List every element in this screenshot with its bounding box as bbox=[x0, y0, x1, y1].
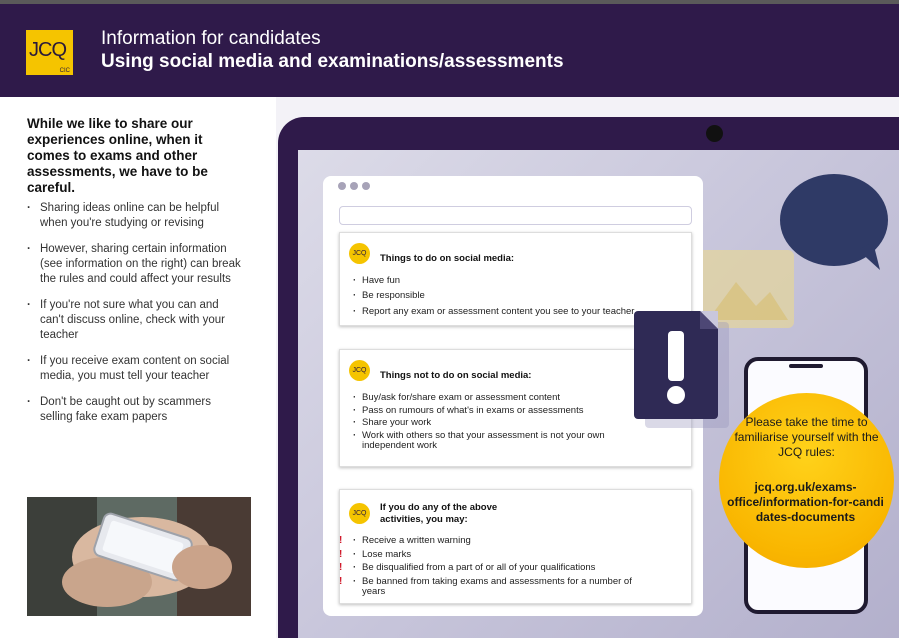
list-item: · Have fun bbox=[353, 276, 653, 287]
browser-dot bbox=[338, 182, 346, 190]
list-item: · Work with others so that your assessment is not your own independent work bbox=[353, 431, 623, 452]
jcq-badge-icon: JCQ bbox=[349, 360, 370, 381]
phone-photo bbox=[27, 497, 251, 616]
list-item: · If you're not sure what you can and can't discuss online, check with your teacher bbox=[27, 298, 242, 343]
header-subtitle: Information for candidates bbox=[101, 28, 321, 49]
browser-dot bbox=[362, 182, 370, 190]
list-item: · Report any exam or assessment content you see to your teacher bbox=[353, 307, 653, 318]
left-column bbox=[0, 97, 276, 638]
browser-dot bbox=[350, 182, 358, 190]
exclamation-icon bbox=[634, 311, 718, 419]
card-title: If you do any of the above activities, you may: bbox=[380, 502, 498, 525]
list-item: · Don't be caught out by scammers selling fake exam papers bbox=[27, 395, 242, 425]
photo-illustration bbox=[27, 497, 251, 616]
jcq-badge-icon: JCQ bbox=[349, 243, 370, 264]
jcq-rules-link[interactable]: jcq.org.uk/exams-office/information-for-candi dates-documents bbox=[727, 480, 884, 524]
callout-text: Please take the time to familiarise yourself with the JCQ rules: bbox=[734, 415, 879, 459]
list-item: · ! Be disqualified from a part of or all of your qualifications bbox=[353, 563, 643, 574]
list-item: · ! Be banned from taking exams and assessments for a number of years bbox=[353, 577, 643, 598]
warning-icon: · ! bbox=[339, 575, 343, 587]
consequences-list bbox=[339, 535, 643, 598]
list-item: · However, sharing certain information (see information on the right) can break the rules and could affect your results bbox=[27, 242, 242, 287]
list-item: · Share your work bbox=[353, 418, 623, 429]
list-item: · If you receive exam content on social media, you must tell your teacher bbox=[27, 354, 242, 384]
phone-notch bbox=[789, 364, 823, 368]
jcq-badge-icon: JCQ bbox=[349, 503, 370, 524]
warning-icon: · ! bbox=[339, 548, 343, 560]
list-item: · Buy/ask for/share exam or assessment content bbox=[353, 393, 623, 404]
list-item: · ! Receive a written warning bbox=[353, 536, 643, 547]
card-title: Things to do on social media: bbox=[380, 253, 515, 264]
intro-text: While we like to share our experiences online, when it comes to exams and other assessments, we have to be careful. bbox=[27, 116, 208, 195]
page-title: Using social media and examinations/assessments bbox=[101, 51, 564, 72]
list-item: · Be responsible bbox=[353, 291, 653, 302]
warning-icon: · ! bbox=[339, 535, 343, 546]
dont-list bbox=[353, 393, 623, 452]
advice-list bbox=[27, 201, 242, 436]
logo-text: JCQ bbox=[29, 39, 66, 61]
logo-cic: CIC bbox=[59, 68, 70, 74]
list-item: · Sharing ideas online can be helpful when you're studying or revising bbox=[27, 201, 242, 231]
card-consequences bbox=[339, 489, 692, 604]
jcq-logo bbox=[26, 30, 73, 75]
card-title: Things not to do on social media: bbox=[380, 370, 532, 381]
do-list bbox=[353, 276, 653, 318]
warning-icon: · ! bbox=[339, 562, 343, 573]
camera-icon bbox=[706, 125, 723, 142]
list-item: · ! Lose marks bbox=[353, 550, 643, 561]
address-bar bbox=[339, 206, 692, 225]
list-item: · Pass on rumours of what's in exams or assessments bbox=[353, 406, 623, 417]
